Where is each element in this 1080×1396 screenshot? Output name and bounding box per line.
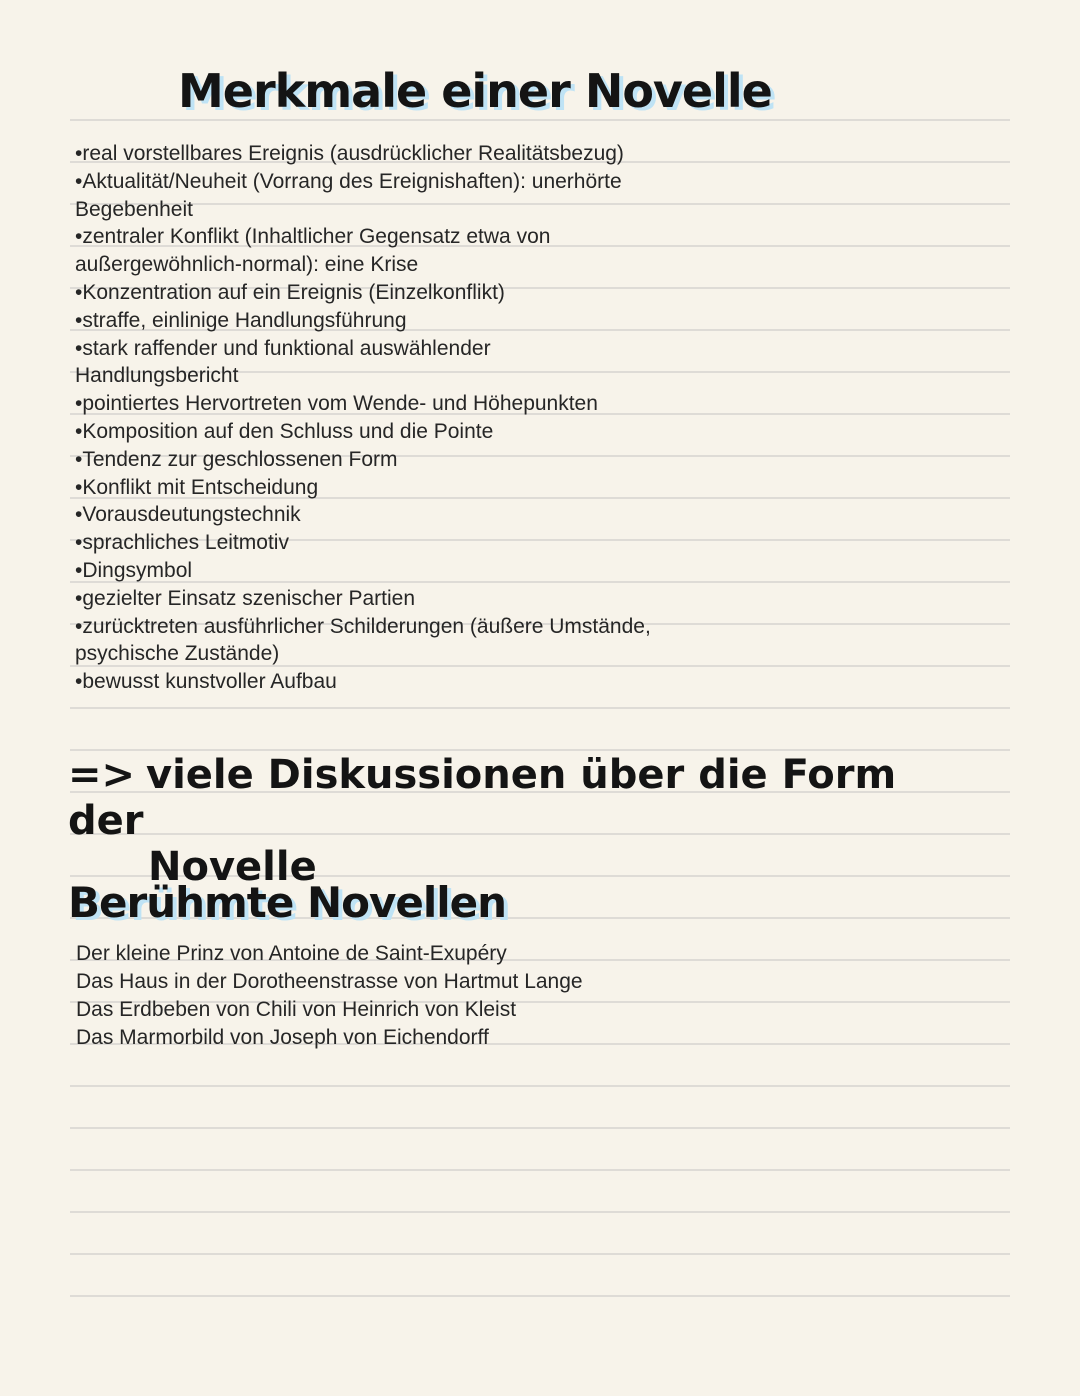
list-item: Der kleine Prinz von Antoine de Saint-Exupéry [76, 942, 507, 965]
ruled-line [70, 119, 1010, 121]
list-item: •Aktualität/Neuheit (Vorrang des Ereignishaften): unerhörte [75, 169, 622, 193]
list-item: psychische Zustände) [75, 642, 280, 666]
list-item: •stark raffender und funktional auswählender [75, 336, 491, 360]
ruled-line [70, 1253, 1010, 1255]
conclusion-text-line1: viele Diskussionen über die Form der [68, 752, 897, 844]
list-item: •Konzentration auf ein Ereignis (Einzelkonflikt) [75, 280, 505, 304]
list-item: •Konflikt mit Entscheidung [75, 475, 319, 499]
list-item: Das Marmorbild von Joseph von Eichendorff [76, 1026, 489, 1049]
list-item: •zurücktreten ausführlicher Schilderungen (äußere Umstände, [75, 614, 651, 638]
list-item: •pointiertes Hervortreten vom Wende- und Höhepunkten [75, 392, 598, 416]
section-title: Berühmte Novellen [68, 878, 507, 927]
list-item: außergewöhnlich-normal): eine Krise [75, 253, 419, 277]
page-title: Merkmale einer Novelle [178, 64, 772, 118]
list-item: •zentraler Konflikt (Inhaltlicher Gegensatz etwa von [75, 225, 551, 249]
ruled-line [70, 1085, 1010, 1087]
list-item: Handlungsbericht [75, 364, 239, 388]
list-item: Das Erdbeben von Chili von Heinrich von Kleist [76, 998, 517, 1021]
conclusion-note [68, 752, 928, 890]
ruled-line [70, 1127, 1010, 1129]
list-item: •Vorausdeutungstechnik [75, 503, 301, 527]
conclusion-text-line2: Novelle [148, 844, 317, 890]
features-list [75, 140, 735, 696]
ruled-line [70, 1169, 1010, 1171]
ruled-line [70, 1211, 1010, 1213]
list-item: •sprachliches Leitmotiv [75, 531, 289, 555]
famous-novellas-list [76, 940, 736, 1052]
ruled-line [70, 707, 1010, 709]
list-item: Begebenheit [75, 197, 193, 221]
ruled-line [70, 1295, 1010, 1297]
list-item: •gezielter Einsatz szenischer Partien [75, 586, 416, 610]
list-item: •real vorstellbares Ereignis (ausdrücklicher Realitätsbezug) [75, 142, 624, 165]
list-item: •bewusst kunstvoller Aufbau [75, 670, 337, 694]
list-item: •straffe, einlinige Handlungsführung [75, 308, 407, 332]
ruled-line [70, 749, 1010, 751]
list-item: •Dingsymbol [75, 558, 193, 582]
list-item: •Tendenz zur geschlossenen Form [75, 447, 398, 471]
list-item: Das Haus in der Dorotheenstrasse von Hartmut Lange [76, 970, 583, 993]
arrow-symbol: => [68, 752, 136, 798]
list-item: •Komposition auf den Schluss und die Pointe [75, 419, 494, 443]
